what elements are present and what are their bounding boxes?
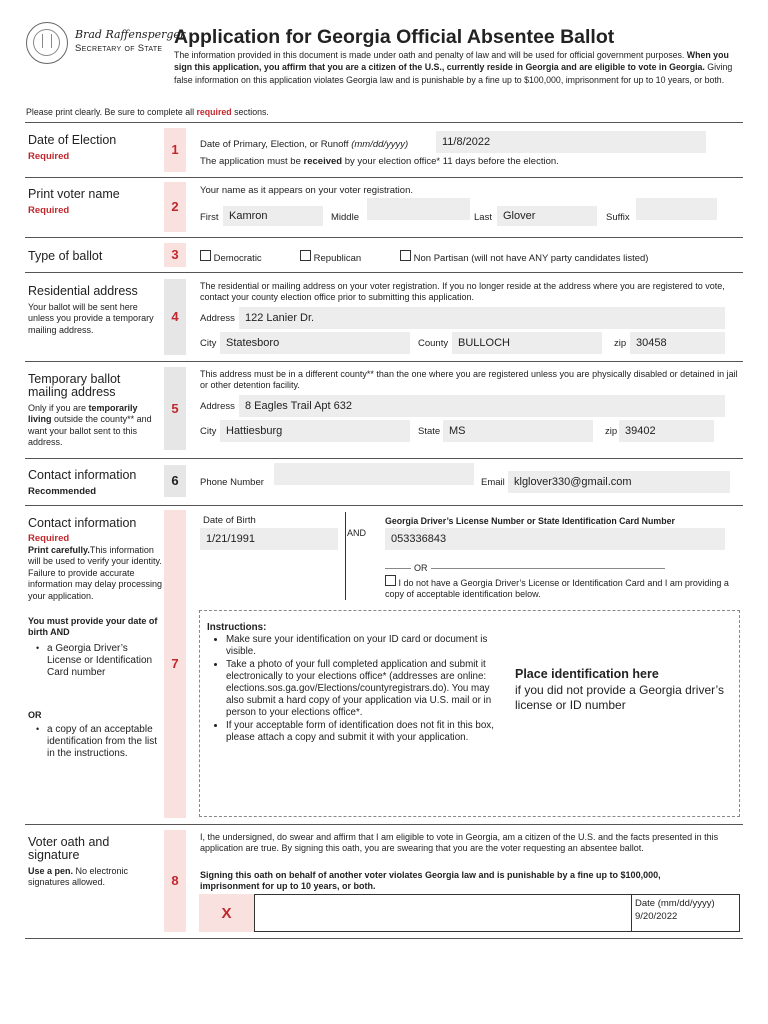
section-8-description: Use a pen. No electronic signatures allowed.	[28, 866, 129, 888]
instructions-block	[207, 622, 497, 744]
no-license-checkbox[interactable]	[385, 575, 396, 586]
section-2-required: Required	[28, 205, 70, 216]
tmp-address-input[interactable]: 8 Eagles Trail Apt 632	[239, 395, 725, 417]
election-date-input[interactable]: 11/8/2022	[436, 131, 706, 153]
suffix-input[interactable]	[636, 198, 717, 220]
nonpartisan-checkbox[interactable]	[400, 250, 411, 261]
res-city-label: City	[200, 338, 217, 349]
divider	[25, 122, 743, 123]
dl-input[interactable]: 053336843	[385, 528, 725, 550]
bullet-dot: •	[36, 724, 40, 734]
signature-x-marker: X	[199, 894, 255, 932]
suffix-label: Suffix	[606, 212, 630, 223]
tmp-zip-label: zip	[605, 426, 618, 437]
section-6-number: 6	[164, 465, 186, 497]
first-name-input[interactable]: Kamron	[223, 206, 323, 226]
divider	[25, 938, 743, 939]
section-1-required: Required	[28, 151, 70, 162]
place-id-title: Place identification here	[515, 667, 659, 681]
or-label: OR	[411, 563, 431, 573]
section-8-number: 8	[164, 830, 186, 932]
place-id-subtitle: if you did not provide a Georgia driver’s license or ID number	[515, 683, 725, 712]
tmp-city-input[interactable]: Hattiesburg	[220, 420, 410, 442]
email-input[interactable]: klglover330@gmail.com	[508, 471, 730, 493]
section-6-title: Contact information	[28, 468, 137, 482]
election-date-note: The application must be received by your election office* 11 days before the election.	[200, 156, 559, 167]
dl-label: Georgia Driver’s License Number or State Identification Card Number	[385, 516, 675, 526]
res-zip-input[interactable]: 30458	[630, 332, 725, 354]
res-zip-label: zip	[614, 338, 627, 349]
intro-text: The information provided in this document is made under oath and penalty of law and will be used for official government purposes. When you sign this application, you affirm that you are a citizen of the U.S., currently reside in Georgia and are eligible to vote in Georgia. Giving false information on this application violates Georgia law and is punishable by a fine up to $100,000, imprisonment for up to 10 years, or both.	[174, 50, 733, 85]
georgia-seal-icon	[26, 22, 68, 64]
office-title: Secretary of State	[75, 43, 163, 54]
res-city-input[interactable]: Statesboro	[220, 332, 410, 354]
divider	[25, 272, 743, 273]
and-divider	[345, 512, 346, 600]
divider	[25, 177, 743, 178]
section-4-description: Your ballot will be sent here unless you provide a temporary mailing address.	[28, 302, 154, 335]
signature-date-field[interactable]	[631, 894, 740, 932]
republican-option[interactable]: Republican	[300, 250, 361, 264]
print-note: Please print clearly. Be sure to complete all required sections.	[26, 107, 269, 117]
dob-label: Date of Birth	[203, 515, 256, 526]
oath-text: I, the undersigned, do swear and affirm that I am eligible to vote in Georgia, am a citizen of the U.S. and the facts presented in this application are true. By signing this oath, you are swearing that you are the voter requesting an absentee ballot.	[200, 832, 719, 854]
last-name-input[interactable]: Glover	[497, 206, 597, 226]
email-label: Email	[481, 477, 505, 488]
section-5-description: Only if you are temporarily living outside the county** and want your ballot sent to this address.	[28, 403, 152, 448]
dob-input[interactable]: 1/21/1991	[200, 528, 338, 550]
democratic-option[interactable]: Democratic	[200, 250, 262, 264]
election-date-label: Date of Primary, Election, or Runoff (mm/dd/yyyy)	[200, 139, 409, 150]
section-1-number: 1	[164, 128, 186, 172]
res-address-input[interactable]: 122 Lanier Dr.	[239, 307, 725, 329]
tmp-zip-input[interactable]: 39402	[619, 420, 714, 442]
res-address-label: Address	[200, 313, 235, 324]
nonpartisan-option[interactable]: Non Partisan (will not have ANY party candidates listed)	[400, 250, 648, 264]
section-1-title: Date of Election	[28, 133, 117, 147]
section-5-title: Temporary ballot mailing address	[28, 372, 121, 399]
section-7-bullet-license: a Georgia Driver’s License or Identification Card number	[47, 643, 153, 679]
section-2-title: Print voter name	[28, 187, 120, 201]
instruction-item: • Take a photo of your full completed application and submit it electronically to your elections office* (addresses are online: elections.sos.ga.gov/Elections/countyregistrars.do). You may also submit a hard copy of your application via U.S. mail or in person to your elections office*.	[226, 659, 497, 720]
signature-date-value: 9/20/2022	[635, 911, 678, 922]
divider	[25, 361, 743, 362]
phone-input[interactable]	[274, 463, 474, 485]
section-7-required: Required	[28, 533, 70, 544]
instructions-title: Instructions:	[207, 622, 267, 633]
democratic-checkbox[interactable]	[200, 250, 211, 261]
section-7-description: Print carefully.This information will be used to verify your identity. Failure to provide accurate information may delay processing your application.	[28, 545, 163, 601]
instruction-item: • Make sure your identification on your ID card or document is visible.	[226, 634, 497, 658]
signature-date-label: Date (mm/dd/yyyy)	[635, 898, 715, 909]
tmp-state-input[interactable]: MS	[443, 420, 593, 442]
signature-name: Brad Raffensperger	[75, 28, 186, 41]
section-5-number: 5	[164, 367, 186, 450]
middle-name-input[interactable]	[367, 198, 470, 220]
section-8-title: Voter oath and signature	[28, 835, 110, 862]
phone-label: Phone Number	[200, 477, 264, 488]
residential-instructions: The residential or mailing address on your voter registration. If you no longer reside at the address where you are registered to vote, contact your county election office prior to submitting this application.	[200, 281, 725, 303]
voter-name-instructions: Your name as it appears on your voter registration.	[200, 185, 413, 196]
section-3-title: Type of ballot	[28, 249, 103, 263]
section-7-must-provide: You must provide your date of birth AND	[28, 616, 158, 638]
section-7-or: OR	[28, 710, 42, 720]
section-2-number: 2	[164, 182, 186, 232]
res-county-input[interactable]: BULLOCH	[452, 332, 602, 354]
republican-checkbox[interactable]	[300, 250, 311, 261]
temporary-instructions: This address must be in a different county** than the one where you are registered unless you are physically disabled or detained in jail or other detention facility.	[200, 369, 738, 391]
divider	[25, 237, 743, 238]
section-4-number: 4	[164, 279, 186, 355]
first-name-label: First	[200, 212, 219, 223]
page-title: Application for Georgia Official Absentee Ballot	[174, 26, 615, 48]
tmp-city-label: City	[200, 426, 217, 437]
divider	[25, 505, 743, 506]
tmp-state-label: State	[418, 426, 441, 437]
tmp-address-label: Address	[200, 401, 235, 412]
section-4-title: Residential address	[28, 284, 138, 298]
section-7-number: 7	[164, 510, 186, 818]
middle-name-label: Middle	[331, 212, 359, 223]
instruction-item: • If your acceptable form of identification does not fit in this box, please attach a copy and submit it with your application.	[226, 720, 497, 744]
res-county-label: County	[418, 338, 449, 349]
last-name-label: Last	[474, 212, 492, 223]
section-6-recommended: Recommended	[28, 486, 97, 497]
and-label: AND	[347, 528, 367, 538]
divider	[25, 824, 743, 825]
bullet-dot: •	[36, 643, 40, 653]
no-license-option[interactable]: I do not have a Georgia Driver’s License or Identification Card and I am providing a copy of acceptable identification below.	[385, 575, 740, 601]
section-3-number: 3	[164, 243, 186, 267]
section-7-title: Contact information	[28, 516, 137, 530]
oath-warning: Signing this oath on behalf of another voter violates Georgia law and is punishable by a fine up to $100,000, imprisonment for up to 10 years, or both.	[200, 870, 661, 892]
section-7-bullet-copy: a copy of an acceptable identification from the list in the instructions.	[47, 724, 158, 760]
divider	[25, 458, 743, 459]
